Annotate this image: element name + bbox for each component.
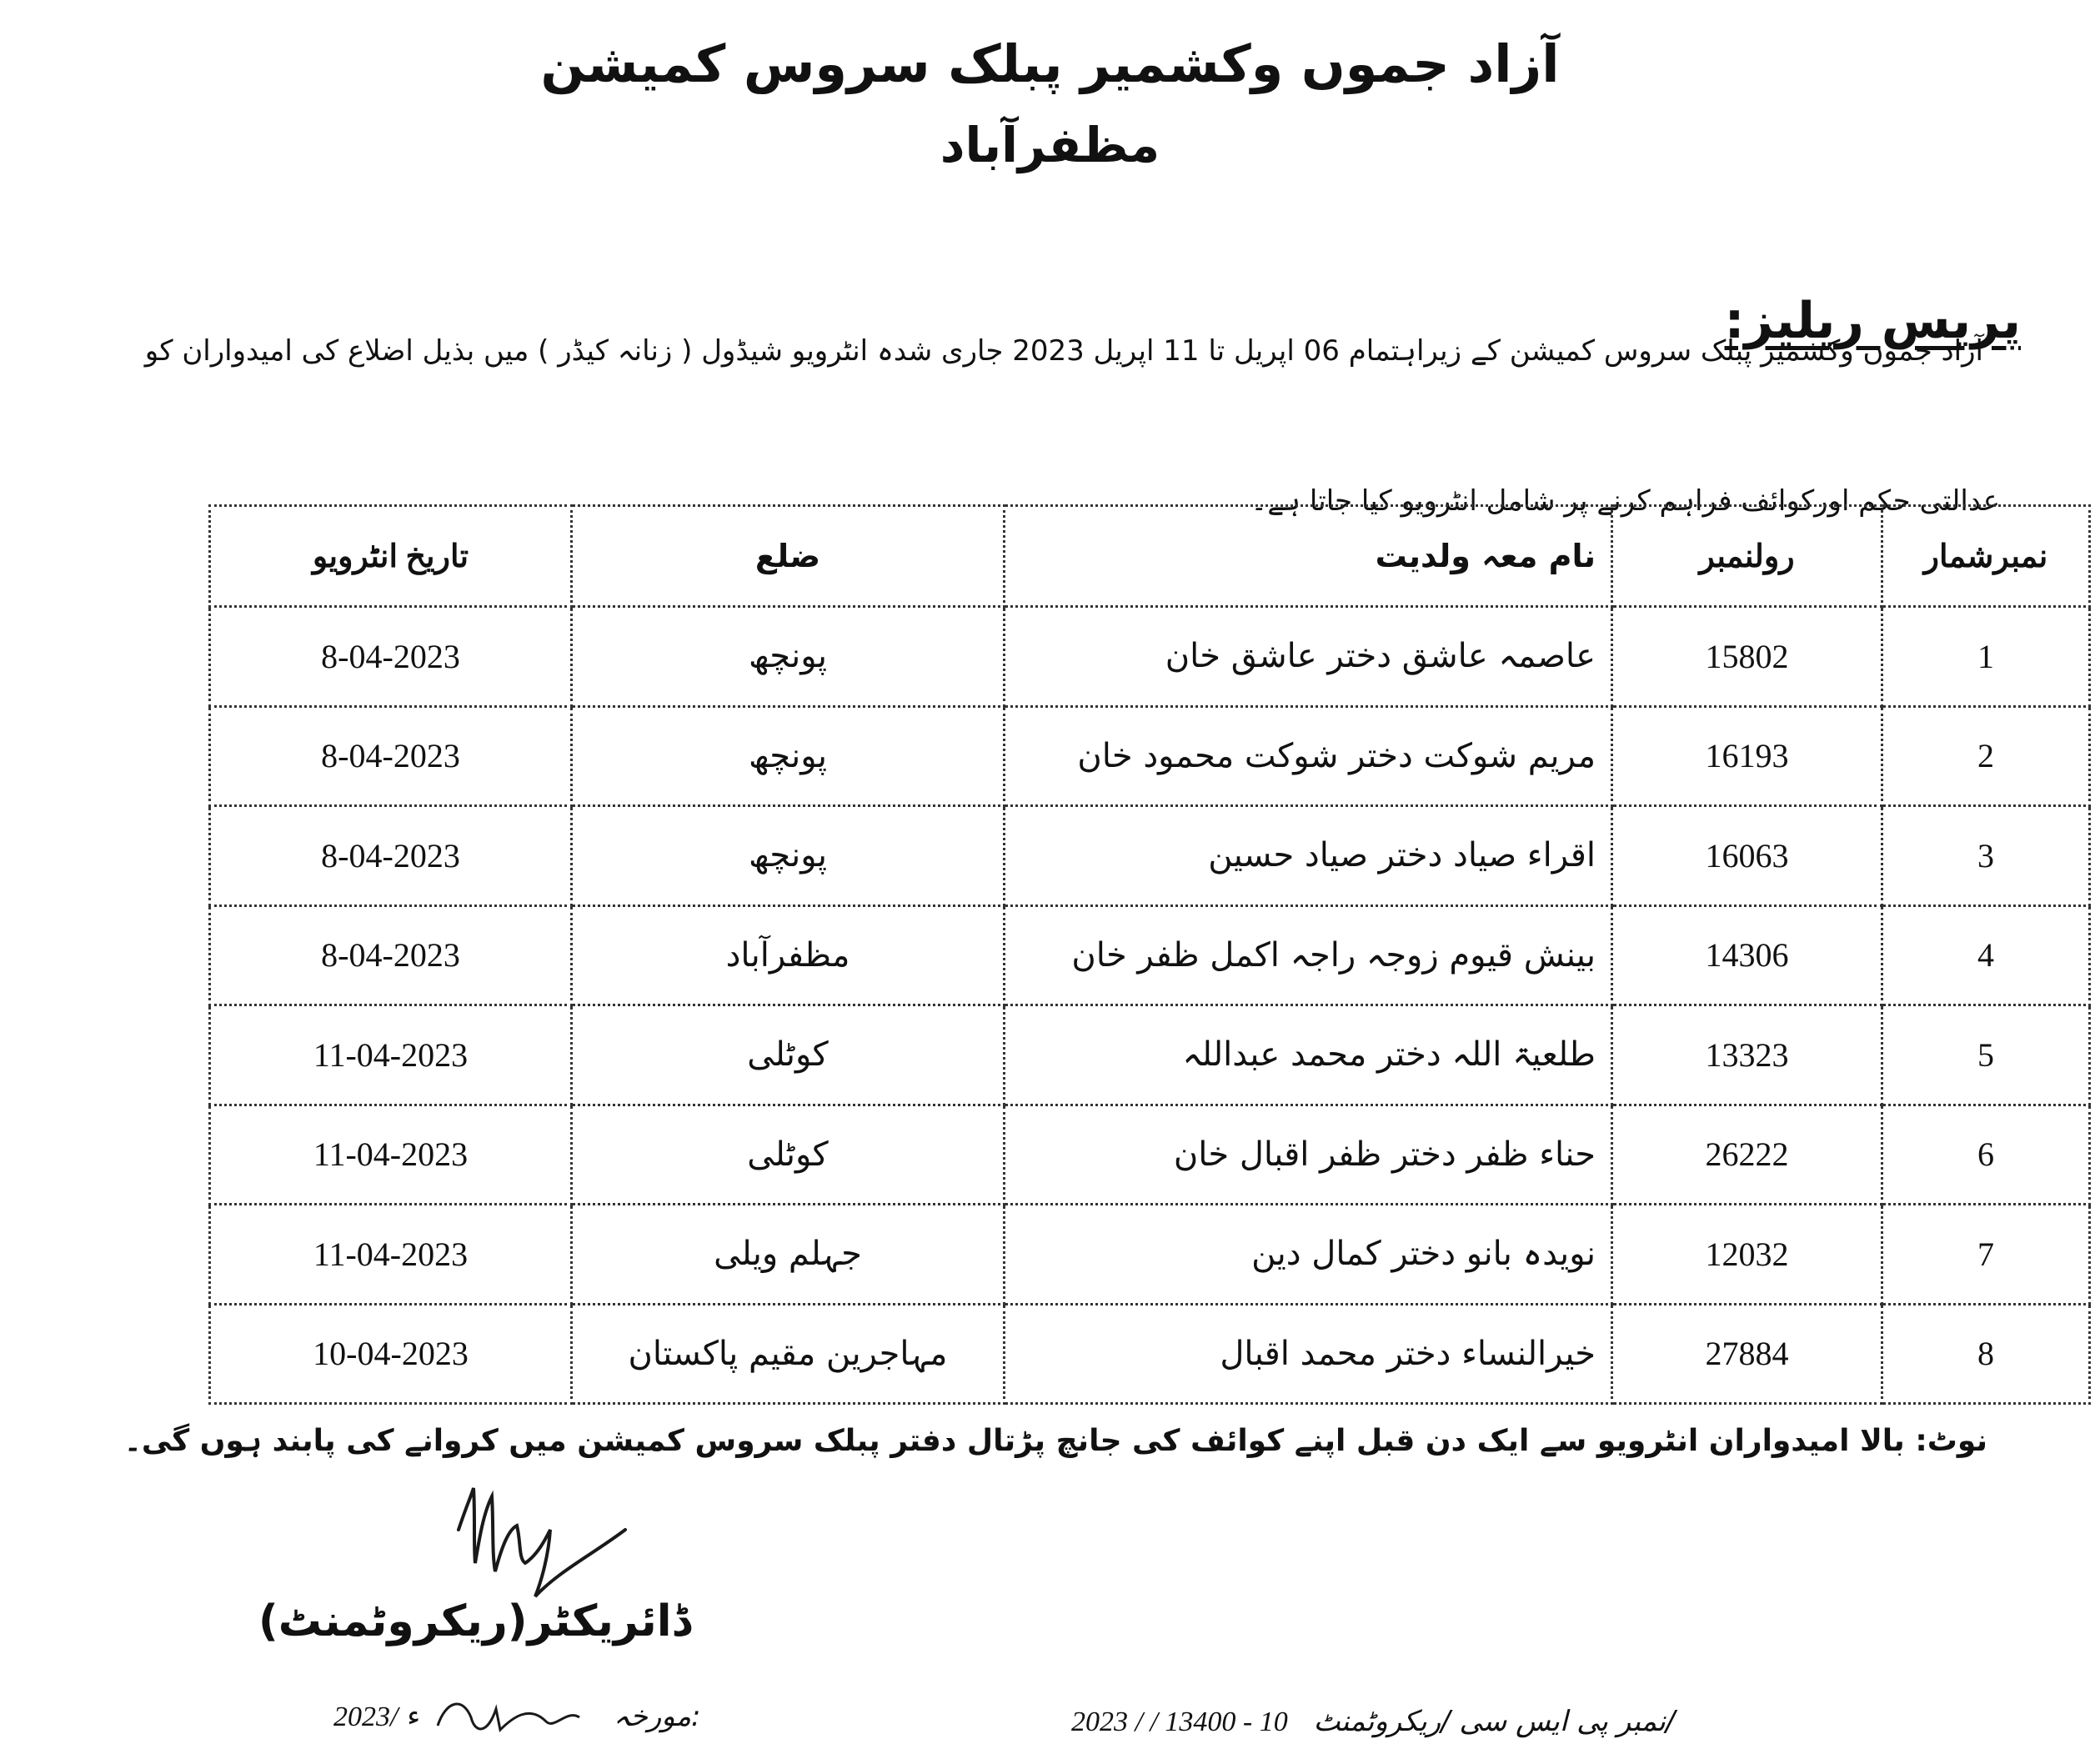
cell-name: خیرالنساء دختر محمد اقبال (1005, 1304, 1612, 1404)
cell-name: اقراء صیاد دختر صیاد حسین (1005, 806, 1612, 906)
cell-name: عاصمہ عاشق دختر عاشق خان (1005, 607, 1612, 707)
cell-interview-date: 11-04-2023 (210, 1205, 572, 1305)
cell-interview-date: 8-04-2023 (210, 607, 572, 707)
cell-interview-date: 8-04-2023 (210, 905, 572, 1005)
table-row (210, 806, 2090, 906)
table-header-row (210, 506, 2090, 607)
cell-district: جہلم ویلی (572, 1205, 1005, 1305)
cell-name: نویدہ بانو دختر کمال دین (1005, 1205, 1612, 1305)
organization-title: آزاد جموں وکشمیر پبلک سروس کمیشن (540, 33, 1560, 94)
cell-name: مریم شوکت دختر شوکت محمود خان (1005, 706, 1612, 806)
table-row (210, 1005, 2090, 1105)
header-roll-number: رولنمبر (1612, 506, 1882, 607)
cell-district: پونچھ (572, 806, 1005, 906)
dated-label: مورخہ: (613, 1699, 701, 1733)
reference-number: 2023 / / 13400 - 10 (1071, 1706, 1288, 1737)
cell-name: حناء ظفر دختر ظفر اقبال خان (1005, 1105, 1612, 1205)
cell-name: طلعیۃ اللہ دختر محمد عبداللہ (1005, 1005, 1612, 1105)
dated-suffix: ء (407, 1699, 421, 1733)
cell-roll-number: 12032 (1612, 1205, 1882, 1305)
table-row (210, 1304, 2090, 1404)
dated-year: 2023/ (333, 1701, 398, 1732)
cell-serial-number: 2 (1882, 706, 2090, 806)
reference-label: نمبر پی ایس سی /ریکروٹمنٹ/ (1313, 1705, 1676, 1738)
signatory-title: ڈائریکٹر(ریکروٹمنٹ) (258, 1596, 691, 1646)
cell-district: مظفرآباد (572, 905, 1005, 1005)
cell-roll-number: 15802 (1612, 607, 1882, 707)
table-row (210, 1205, 2090, 1305)
header-interview-date: تاریخ انٹرویو (210, 506, 572, 607)
candidates-table (208, 504, 2091, 1405)
header-district: ضلع (572, 506, 1005, 607)
press-release-paragraph: آزاد جموں وکشمیر پبلک سروس کمیشن کے زیراہتمام 06 اپریل تا 11 اپریل 2023 جاری شدہ انٹرویو شیڈول ( زنانہ کیڈر ) میں بذیل اضلاع کی امیدواران کو (144, 334, 1983, 368)
cell-serial-number: 5 (1882, 1005, 2090, 1105)
cell-name: بینش قیوم زوجہ راجہ اکمل ظفر خان (1005, 905, 1612, 1005)
cell-roll-number: 27884 (1612, 1304, 1882, 1404)
table-row (210, 905, 2090, 1005)
cell-serial-number: 8 (1882, 1304, 2090, 1404)
cell-district: پونچھ (572, 607, 1005, 707)
cell-interview-date: 11-04-2023 (210, 1005, 572, 1105)
cell-interview-date: 10-04-2023 (210, 1304, 572, 1404)
header-name: نام معہ ولدیت (1005, 506, 1612, 607)
press-release-paragraph-end: عدالتی حکم اورکوائف فراہم کرنے پر شامل انٹرویو کیا جاتا ہے۔ (1250, 484, 2000, 518)
cell-roll-number: 13323 (1612, 1005, 1882, 1105)
city-title: مظفرآباد (940, 117, 1160, 173)
table-row (210, 1105, 2090, 1205)
press-release-heading: پریس ریلیز: (1724, 292, 2021, 350)
cell-roll-number: 26222 (1612, 1105, 1882, 1205)
table-row (210, 706, 2090, 806)
cell-serial-number: 1 (1882, 607, 2090, 707)
cell-roll-number: 14306 (1612, 905, 1882, 1005)
cell-district: مہاجرین مقیم پاکستان (572, 1304, 1005, 1404)
cell-serial-number: 4 (1882, 905, 2090, 1005)
cell-district: کوٹلی (572, 1105, 1005, 1205)
header-serial-number: نمبرشمار (1882, 506, 2090, 607)
dated-block (333, 1692, 701, 1742)
cell-interview-date: 11-04-2023 (210, 1105, 572, 1205)
cell-interview-date: 8-04-2023 (210, 806, 572, 906)
cell-district: کوٹلی (572, 1005, 1005, 1105)
cell-serial-number: 3 (1882, 806, 2090, 906)
cell-district: پونچھ (572, 706, 1005, 806)
reference-block (1071, 1705, 1675, 1738)
cell-serial-number: 6 (1882, 1105, 2090, 1205)
cell-interview-date: 8-04-2023 (210, 706, 572, 806)
table-row (210, 607, 2090, 707)
handwritten-date (429, 1692, 596, 1742)
signature-image (442, 1480, 659, 1605)
cell-roll-number: 16063 (1612, 806, 1882, 906)
note-text: نوٹ: بالا امیدواران انٹرویو سے ایک دن قبل اپنے کوائف کی جانچ پڑتال دفتر پبلک سروس کمیشن میں کروانے کی پابند ہوں گی۔ (123, 1424, 1987, 1458)
cell-roll-number: 16193 (1612, 706, 1882, 806)
cell-serial-number: 7 (1882, 1205, 2090, 1305)
